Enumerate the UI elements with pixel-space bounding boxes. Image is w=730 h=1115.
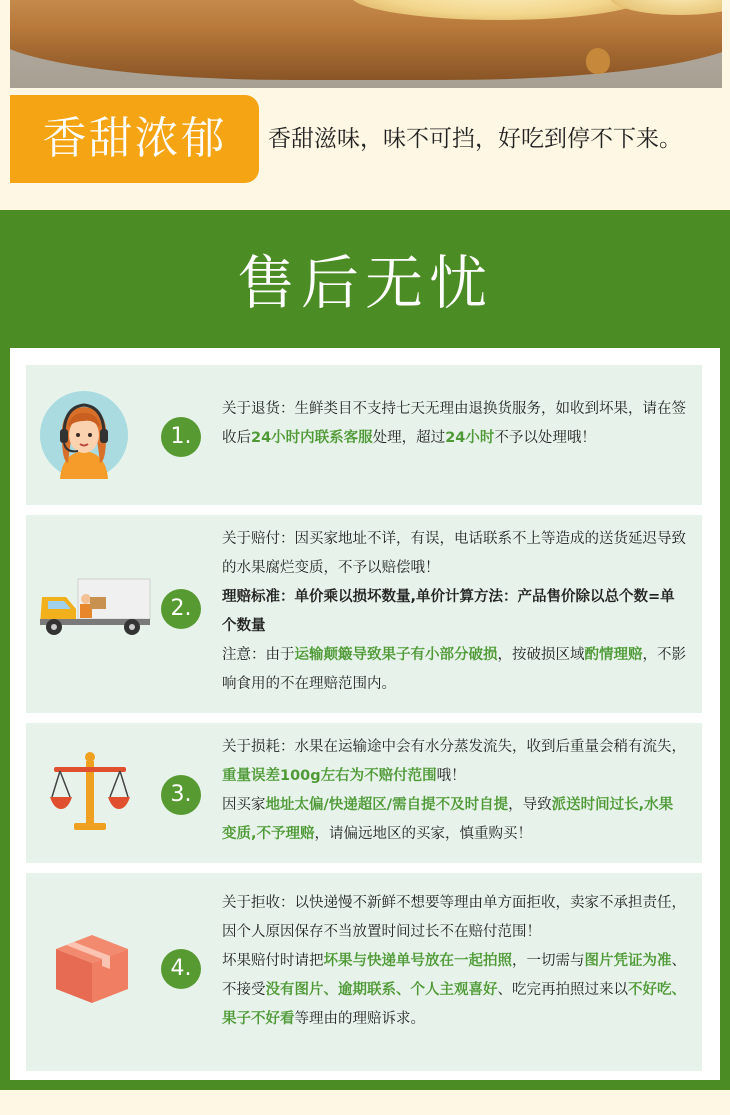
highlight-text: 不好吃、果子不好看 bbox=[222, 982, 686, 1027]
highlight-text: 运输颠簸导致果子有小部分破损 bbox=[294, 647, 498, 663]
step-badge-1: 1. bbox=[161, 417, 201, 457]
highlight-text: 24小时内联系客服 bbox=[251, 430, 373, 446]
tagline-label: 香甜浓郁 bbox=[10, 95, 259, 183]
body-text: 注意：由于 bbox=[222, 647, 295, 663]
step-badge-3: 3. bbox=[161, 775, 201, 815]
card-paragraph bbox=[222, 641, 686, 699]
customer-service-icon bbox=[40, 391, 128, 479]
highlight-text: 坏果与快递单号放在一起拍照 bbox=[323, 953, 512, 969]
step-badge-4: 4. bbox=[161, 949, 201, 989]
delivery-truck-icon bbox=[36, 577, 152, 637]
card-text-4 bbox=[222, 889, 686, 1034]
highlight-text: 重量误差100g左右为不赔付范围 bbox=[222, 768, 437, 784]
body-text: 、吃完再拍照过来以 bbox=[497, 982, 628, 998]
body-text: 关于退货：生鲜类目不支持七天无理由退换货服务，如收到坏果，请在签收后 bbox=[222, 401, 686, 446]
bold-text: 理赔标准：单价乘以损坏数量,单价计算方法：产品售价除以总个数=单个数量 bbox=[222, 589, 675, 634]
body-text: ，导致 bbox=[508, 797, 552, 813]
highlight-text: 24小时 bbox=[445, 430, 495, 446]
card-text-3 bbox=[222, 733, 686, 849]
card-paragraph bbox=[222, 583, 686, 641]
package-box-icon bbox=[52, 929, 132, 1005]
card-paragraph bbox=[222, 889, 686, 947]
body-text: 坏果赔付时请把 bbox=[222, 953, 324, 969]
step-badge-2: 2. bbox=[161, 589, 201, 629]
policy-card-compensation bbox=[26, 515, 702, 713]
card-text-1 bbox=[222, 395, 686, 453]
body-text: 、不接受 bbox=[222, 953, 686, 998]
cutting-board bbox=[10, 0, 722, 80]
body-text: 因买家 bbox=[222, 797, 266, 813]
card-paragraph bbox=[222, 791, 686, 849]
page-footer-strip bbox=[0, 1090, 730, 1115]
highlight-text: 派送时间过长,水果变质,不予理赔 bbox=[222, 797, 674, 842]
body-text: 不予以处理哦！ bbox=[494, 430, 596, 446]
highlight-text: 没有图片、逾期联系、个人主观喜好 bbox=[265, 982, 498, 998]
body-text: ，请偏远地区的买家，慎重购买！ bbox=[314, 826, 533, 842]
highlight-text: 图片凭证为准 bbox=[584, 953, 672, 969]
section-heading: 售后无忧 bbox=[236, 249, 493, 317]
card-paragraph bbox=[222, 395, 686, 453]
card-paragraph bbox=[222, 733, 686, 791]
product-photo bbox=[10, 0, 722, 88]
body-text: 关于损耗：水果在运输途中会有水分蒸发流失，收到后重量会稍有流失， bbox=[222, 739, 686, 755]
policy-panel bbox=[10, 348, 720, 1080]
body-text: ，按破损区域 bbox=[497, 647, 585, 663]
card-text-2 bbox=[222, 525, 686, 699]
syrup-drip bbox=[586, 48, 610, 74]
body-text: 关于拒收：以快递慢不新鲜不想要等理由单方面拒收，卖家不承担责任，因个人原因保存不当放置时间过长不在赔付范围！ bbox=[222, 895, 686, 940]
balance-scale-icon bbox=[48, 751, 132, 835]
body-text: ，一切需与 bbox=[512, 953, 585, 969]
body-text: 关于赔付：因买家地址不详，有误，电话联系不上等造成的送货延迟导致的水果腐烂变质，不予以赔偿哦！ bbox=[222, 531, 686, 576]
card-paragraph bbox=[222, 947, 686, 1034]
body-text: 哦！ bbox=[436, 768, 466, 784]
body-text: ，不影响食用的不在理赔范围内。 bbox=[222, 647, 686, 692]
card-paragraph bbox=[222, 525, 686, 583]
body-text: 处理，超过 bbox=[372, 430, 446, 446]
tagline-text: 香甜滋味，味不可挡，好吃到停不下来。 bbox=[268, 126, 682, 152]
body-text: 等理由的理赔诉求。 bbox=[294, 1011, 425, 1027]
highlight-text: 地址太偏/快递超区/需自提不及时自提 bbox=[265, 797, 509, 813]
policy-card-rejection bbox=[26, 873, 702, 1071]
highlight-text: 酌情理赔 bbox=[584, 647, 643, 663]
tagline-row bbox=[10, 95, 722, 185]
policy-card-loss bbox=[26, 723, 702, 863]
policy-card-return bbox=[26, 365, 702, 505]
